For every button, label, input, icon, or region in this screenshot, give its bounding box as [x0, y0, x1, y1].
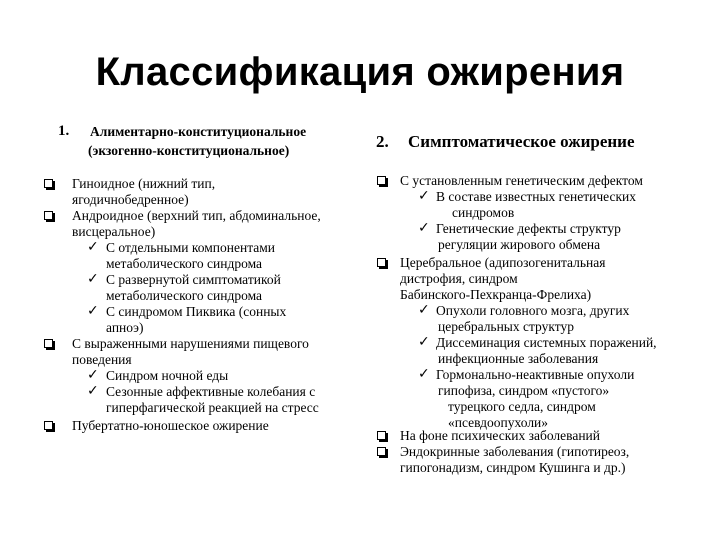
- square-bullet-icon: [377, 447, 386, 456]
- checkmark-icon: ✓: [418, 366, 430, 382]
- checkmark-icon: ✓: [418, 334, 430, 350]
- left-heading-line2: (экзогенно-конституциональное): [88, 143, 290, 158]
- square-bullet-icon: [377, 258, 386, 267]
- list-item: регуляции жирового обмена: [438, 237, 601, 252]
- square-bullet-icon: [377, 431, 386, 440]
- list-item: Церебральное (адипозогенитальная: [400, 255, 606, 270]
- list-item: гипофиза, синдром «пустого»: [438, 383, 610, 398]
- list-item: Опухоли головного мозга, других: [436, 303, 630, 318]
- left-heading-number: 1.: [58, 123, 70, 139]
- list-item: синдромов: [452, 205, 515, 220]
- list-item: Сезонные аффективные колебания с: [106, 384, 316, 399]
- checkmark-icon: ✓: [87, 383, 99, 399]
- list-item: Бабинского-Пехкранца-Фрелиха): [400, 287, 592, 302]
- list-item: Андроидное (верхний тип, абдоминальное,: [72, 208, 321, 223]
- list-item: турецкого седла, синдром: [448, 399, 596, 414]
- list-item: С установленным генетическим дефектом: [400, 173, 643, 188]
- list-item: Синдром ночной еды: [106, 368, 229, 383]
- list-item: В составе известных генетических: [436, 189, 636, 204]
- list-item: метаболического синдрома: [106, 288, 263, 303]
- list-item: поведения: [72, 352, 132, 367]
- list-item: Эндокринные заболевания (гипотиреоз,: [400, 444, 630, 459]
- square-bullet-icon: [44, 179, 53, 188]
- list-item: дистрофия, синдром: [400, 271, 518, 286]
- checkmark-icon: ✓: [87, 271, 99, 287]
- list-item: С выраженными нарушениями пищевого: [72, 336, 309, 351]
- square-bullet-icon: [44, 421, 53, 430]
- square-bullet-icon: [44, 339, 53, 348]
- list-item: гиперфагической реакцией на стресс: [106, 400, 319, 415]
- right-heading-number: 2.: [376, 132, 389, 151]
- list-item: висцеральное): [72, 224, 156, 239]
- list-item: апноэ): [106, 320, 144, 335]
- list-item: С отдельными компонентами: [106, 240, 276, 255]
- checkmark-icon: ✓: [418, 188, 430, 204]
- left-heading-line1: Алиментарно-конституциональное: [90, 124, 307, 139]
- square-bullet-icon: [44, 211, 53, 220]
- list-item: «псевдоопухоли»: [448, 415, 549, 430]
- list-item: На фоне психических заболеваний: [400, 428, 600, 443]
- list-item: гипогонадизм, синдром Кушинга и др.): [400, 460, 626, 475]
- checkmark-icon: ✓: [87, 239, 99, 255]
- list-item: инфекционные заболевания: [438, 351, 599, 366]
- list-item: метаболического синдрома: [106, 256, 263, 271]
- list-item: Диссеминация системных поражений,: [436, 335, 657, 350]
- right-heading: Симптоматическое ожирение: [408, 132, 635, 151]
- page-title: Классификация ожирения: [95, 50, 625, 94]
- checkmark-icon: ✓: [418, 302, 430, 318]
- list-item: Генетические дефекты структур: [436, 221, 621, 236]
- list-item: Пубертатно-юношеское ожирение: [72, 418, 269, 433]
- list-item: С синдромом Пиквика (сонных: [106, 304, 287, 319]
- list-item: Гормонально-неактивные опухоли: [436, 367, 635, 382]
- checkmark-icon: ✓: [87, 367, 99, 383]
- checkmark-icon: ✓: [418, 220, 430, 236]
- checkmark-icon: ✓: [87, 303, 99, 319]
- square-bullet-icon: [377, 176, 386, 185]
- list-item: ягодичнобедренное): [72, 192, 189, 207]
- list-item: Гиноидное (нижний тип,: [72, 176, 216, 191]
- list-item: С развернутой симптоматикой: [106, 272, 281, 287]
- list-item: церебральных структур: [438, 319, 574, 334]
